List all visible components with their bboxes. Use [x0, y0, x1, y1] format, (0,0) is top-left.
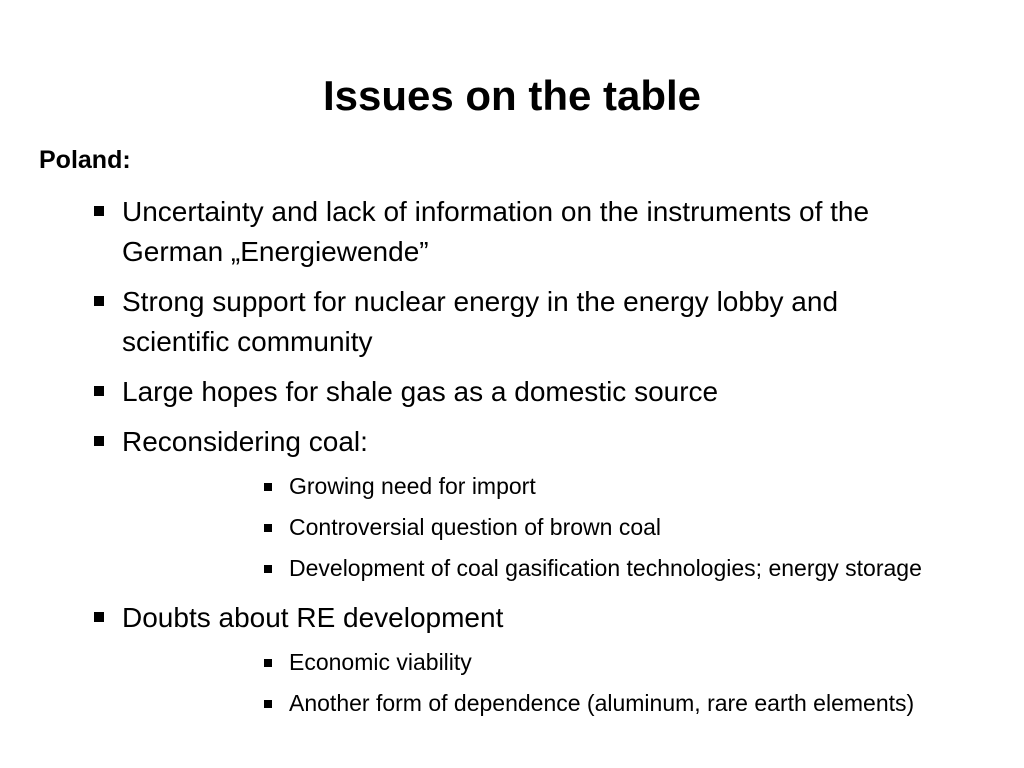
square-bullet-icon	[264, 565, 272, 573]
bullet-list	[0, 192, 1024, 723]
bullet-item	[0, 192, 1024, 272]
square-bullet-icon	[94, 296, 104, 306]
sub-bullet-item	[122, 507, 936, 547]
square-bullet-icon	[264, 524, 272, 532]
square-bullet-icon	[94, 436, 104, 446]
bullet-text: Uncertainty and lack of information on the instruments of the German „Energiewende”	[122, 196, 870, 267]
sub-bullet-text: Growing need for import	[289, 473, 536, 499]
bullet-list-container	[0, 192, 1024, 733]
bullet-text: Reconsidering coal:	[122, 426, 368, 457]
sub-bullet-text: Development of coal gasification technologies; energy storage	[289, 555, 922, 581]
sub-bullet-list	[122, 642, 936, 723]
sub-bullet-item	[122, 642, 936, 682]
bullet-item	[0, 422, 1024, 588]
bullet-text: Strong support for nuclear energy in the energy lobby and scientific community	[122, 286, 839, 357]
bullet-item	[0, 372, 1024, 412]
sub-bullet-text: Another form of dependence (aluminum, rare earth elements)	[289, 690, 915, 716]
sub-bullet-item	[122, 548, 936, 588]
sub-bullet-text: Controversial question of brown coal	[289, 514, 662, 540]
square-bullet-icon	[94, 612, 104, 622]
square-bullet-icon	[94, 386, 104, 396]
square-bullet-icon	[264, 700, 272, 708]
bullet-text: Large hopes for shale gas as a domestic source	[122, 376, 719, 407]
bullet-text: Doubts about RE development	[122, 602, 504, 633]
bullet-item	[0, 598, 1024, 723]
sub-bullet-list	[122, 466, 936, 588]
sub-bullet-item	[122, 466, 936, 506]
sub-bullet-item	[122, 683, 936, 723]
bullet-item	[0, 282, 1024, 362]
sub-bullet-text: Economic viability	[289, 649, 472, 675]
section-heading: Poland:	[39, 146, 131, 174]
square-bullet-icon	[264, 483, 272, 491]
square-bullet-icon	[264, 659, 272, 667]
square-bullet-icon	[94, 206, 104, 216]
slide-title: Issues on the table	[322, 72, 702, 119]
